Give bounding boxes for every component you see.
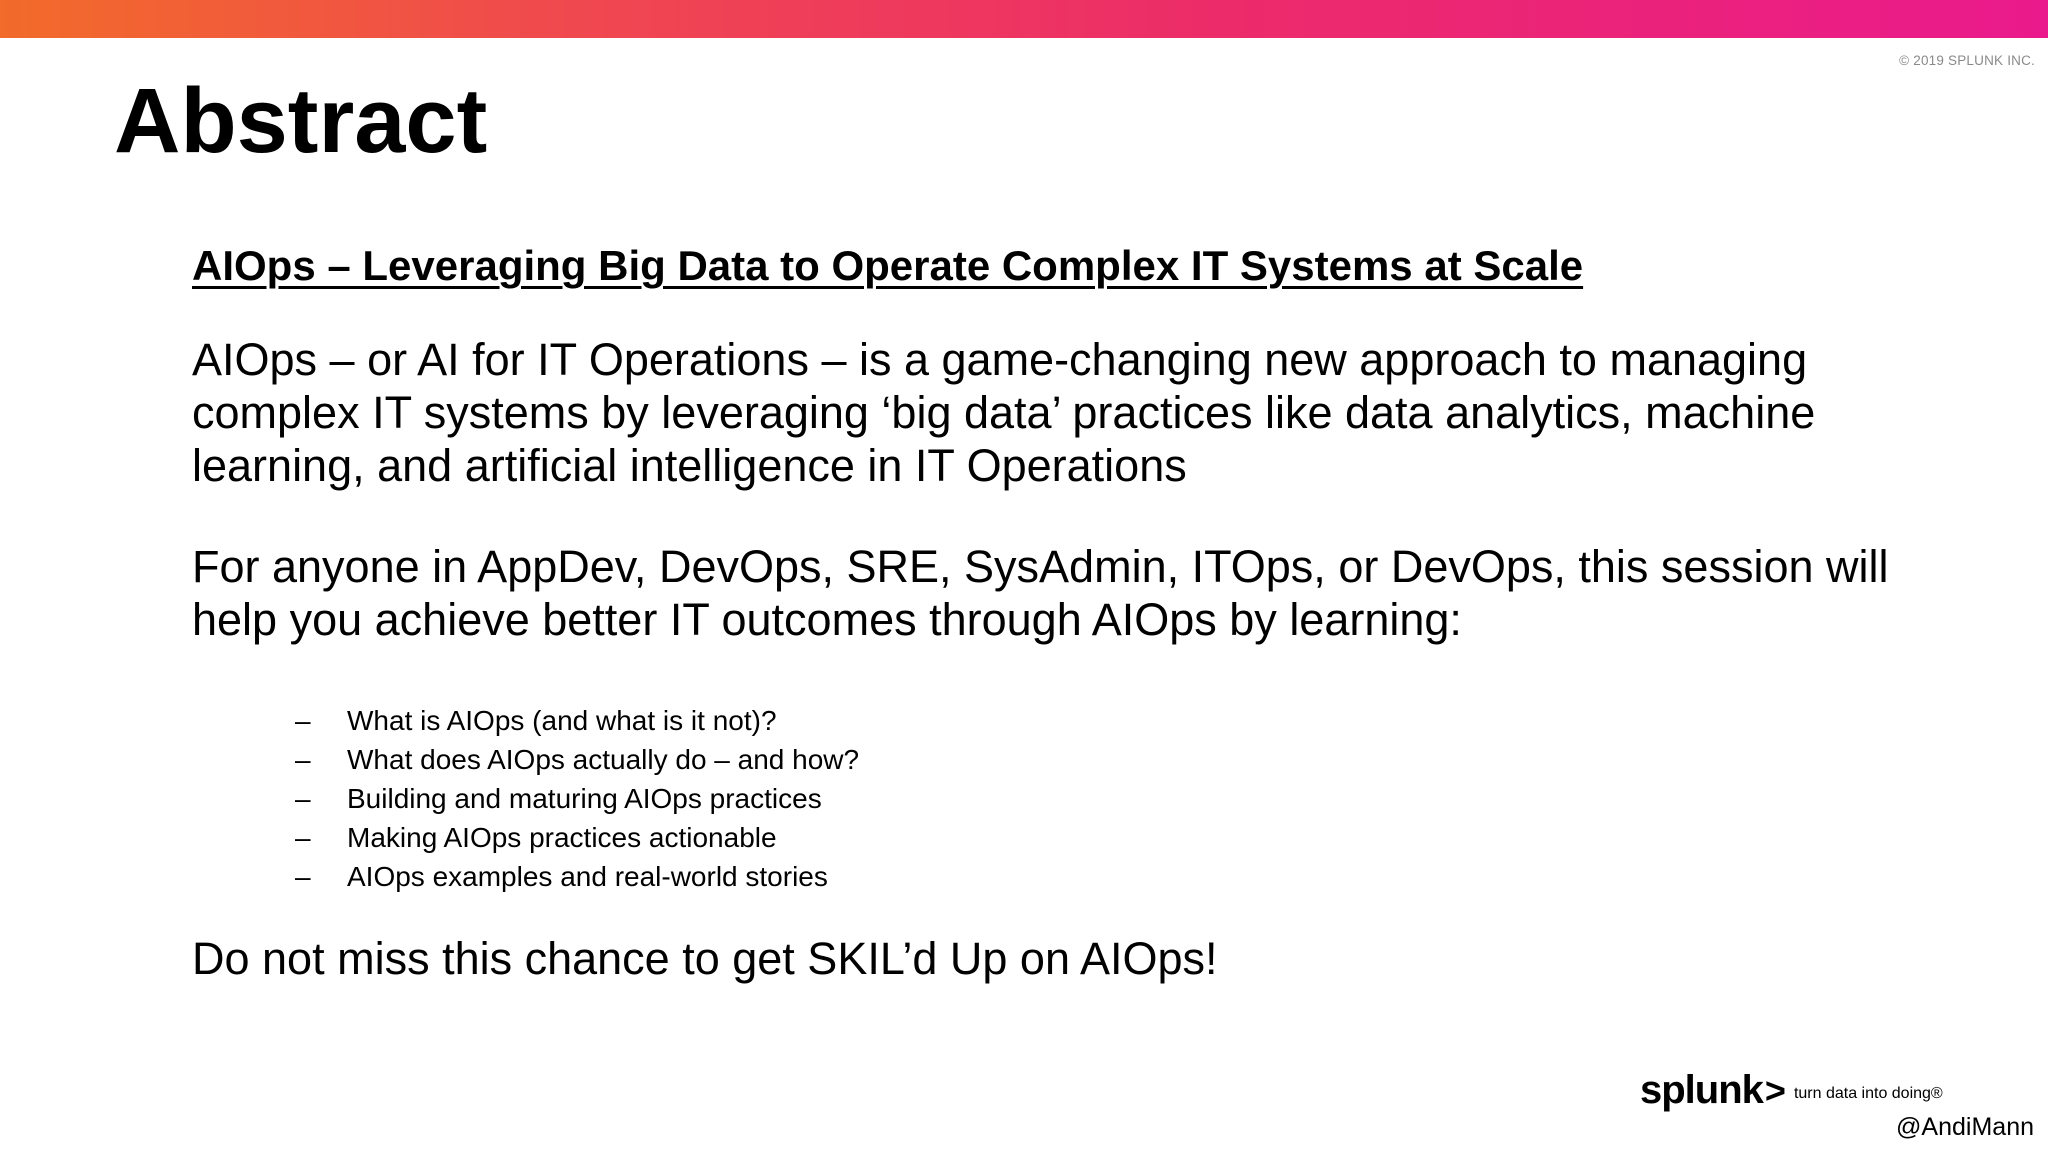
logo-tagline: turn data into doing® (1793, 1084, 1943, 1102)
logo-wordmark: splunk (1640, 1068, 1763, 1112)
learning-bullet-list (192, 701, 1912, 896)
bullet-text: What does AIOps actually do – and how? (347, 743, 860, 775)
bullet-dash: – (295, 860, 311, 892)
closing-paragraph: Do not miss this chance to get SKIL’d Up on AIOps! (192, 932, 1218, 984)
slide-title: Abstract (114, 70, 488, 172)
bullet-dash: – (295, 821, 311, 853)
bullet-dash: – (295, 704, 311, 736)
audience-paragraph: For anyone in AppDev, DevOps, SRE, SysAdmin, ITOps, or DevOps, this session will help you achieve better IT outcomes through AIOps by learning: (192, 540, 1889, 645)
bullet-dash: – (295, 743, 311, 775)
bullet-text: Building and maturing AIOps practices (347, 782, 822, 814)
copyright-notice: © 2019 SPLUNK INC. (1899, 53, 2035, 68)
slide-content (192, 240, 1912, 985)
list-item (295, 740, 1912, 779)
twitter-handle: @AndiMann (1896, 1113, 2034, 1141)
bullet-text: What is AIOps (and what is it not)? (347, 704, 777, 736)
bullet-text: Making AIOps practices actionable (347, 821, 777, 853)
bullet-text: AIOps examples and real-world stories (347, 860, 828, 892)
chevron-right-icon: > (1764, 1069, 1786, 1111)
list-item (295, 857, 1912, 896)
session-heading: AIOps – Leveraging Big Data to Operate Complex IT Systems at Scale (192, 242, 1584, 289)
list-item (295, 818, 1912, 857)
splunk-logo (1640, 1068, 1943, 1113)
list-item (295, 701, 1912, 740)
list-item (295, 779, 1912, 818)
intro-paragraph: AIOps – or AI for IT Operations – is a game-changing new approach to managing complex IT systems by leveraging ‘big data’ practices like data analytics, machine learning, and artificial intelligence in IT Operations (192, 333, 1816, 491)
bullet-dash: – (295, 782, 311, 814)
top-gradient-bar (0, 0, 2048, 38)
